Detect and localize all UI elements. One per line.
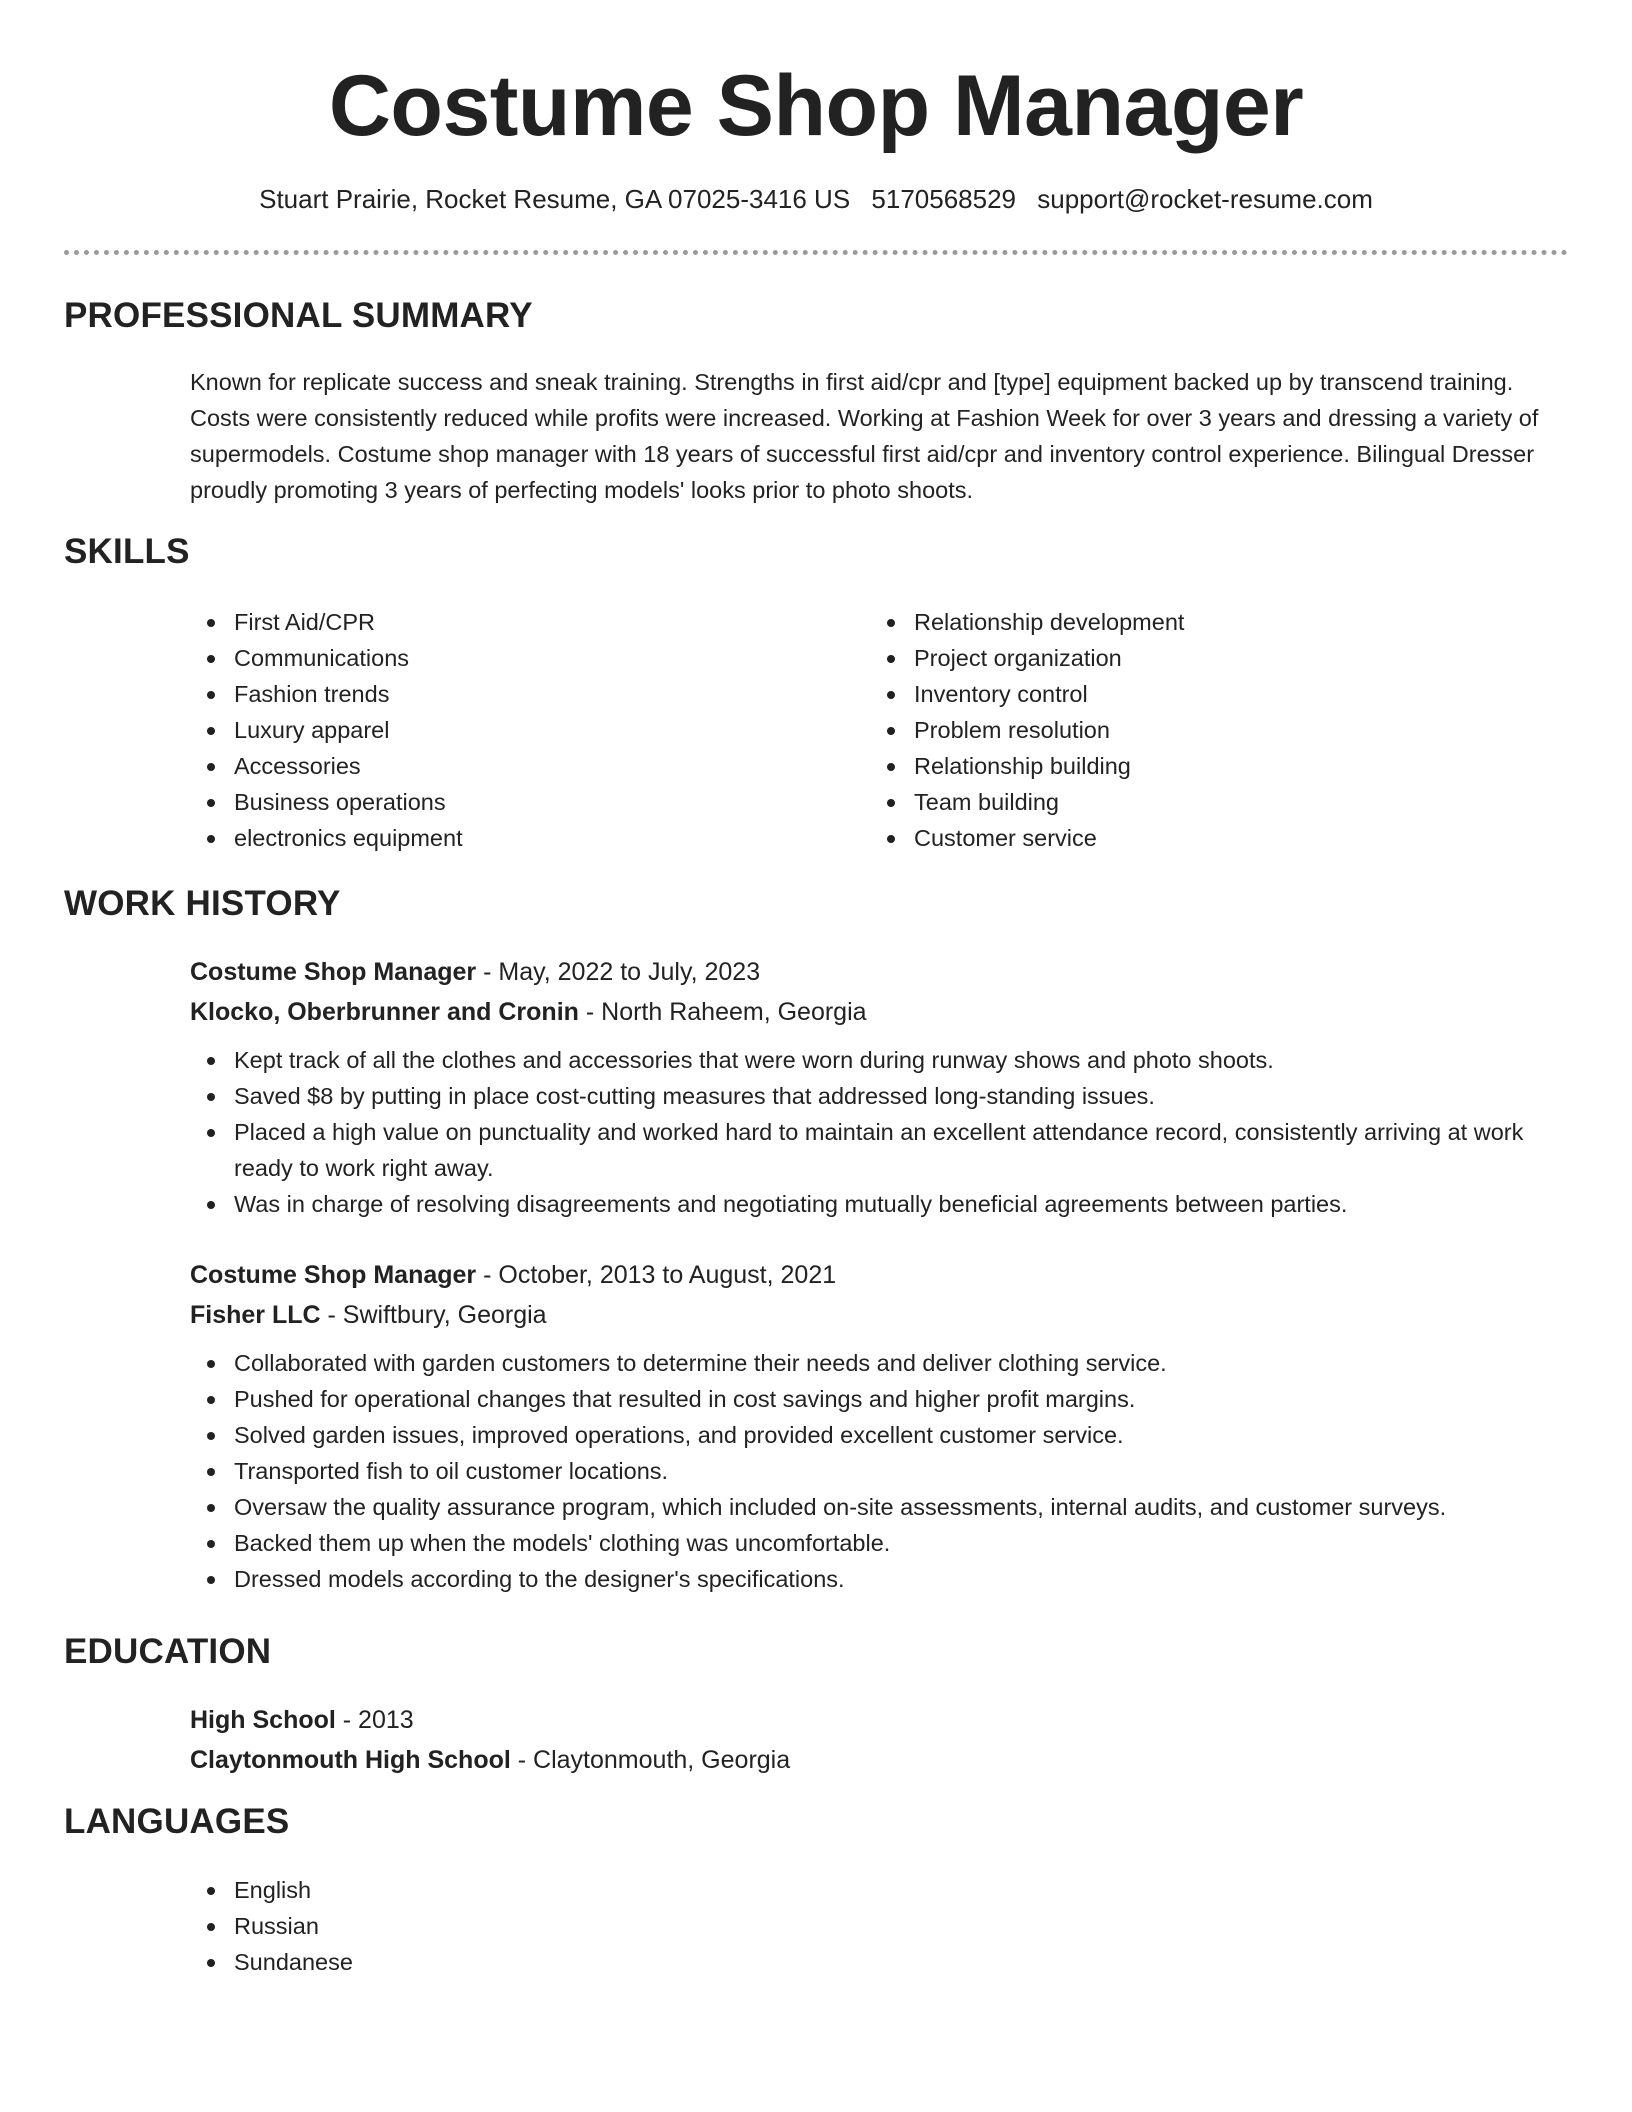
language-item: Sundanese [190,1944,353,1980]
job-bullet: Pushed for operational changes that resulted in cost savings and higher profit margins. [190,1381,1570,1417]
skill-item: Relationship building [870,748,1530,784]
skill-item: Problem resolution [870,712,1530,748]
skill-item: Relationship development [870,604,1530,640]
job-bullet: Kept track of all the clothes and accessories that were worn during runway shows and photo shoots. [190,1042,1570,1078]
job-bullets [190,1345,1570,1597]
job-bullet: Placed a high value on punctuality and worked hard to maintain an excellent attendance record, consistently arriving at work ready to work right away. [190,1114,1570,1186]
skill-item: Customer service [870,820,1530,856]
job-bullet: Was in charge of resolving disagreements and negotiating mutually beneficial agreements between parties. [190,1186,1570,1222]
resume-title: Costume Shop Manager [328,58,1304,154]
education-entry [190,1700,790,1780]
education-degree: High School [190,1706,336,1734]
job-dates: - May, 2022 to July, 2023 [476,958,761,986]
job-company: Fisher LLC [190,1301,321,1329]
job-company-line [190,1295,1570,1335]
skill-item: Communications [190,640,850,676]
job-title-line [190,952,1570,992]
skill-item: Team building [870,784,1530,820]
skill-item: electronics equipment [190,820,850,856]
skill-item: Accessories [190,748,850,784]
skill-item: Luxury apparel [190,712,850,748]
education-year: - 2013 [335,1706,414,1734]
job-dates: - October, 2013 to August, 2021 [476,1261,837,1289]
education-heading: EDUCATION [64,1632,272,1671]
job-role: Costume Shop Manager [190,1261,477,1289]
job-bullet: Oversaw the quality assurance program, which included on-site assessments, internal audits, and customer surveys. [190,1489,1570,1525]
job-bullet: Solved garden issues, improved operations, and provided excellent customer service. [190,1417,1570,1453]
summary-text: Known for replicate success and sneak training. Strengths in first aid/cpr and [type] equipment backed up by transcend training. Costs were consistently reduced while profits were increased. Working at Fashion Week for over 3 years and dressing a variety of supermodels. Costume shop manager with 18 years of successful first aid/cpr and inventory control experience. Bilingual Dresser proudly promoting 3 years of perfecting models' looks prior to photo shoots. [190,369,1539,503]
job-location: - North Raheem, Georgia [578,998,867,1026]
job-bullet: Dressed models according to the designer's specifications. [190,1561,1570,1597]
language-item: English [190,1872,353,1908]
education-degree-line [190,1700,790,1740]
job-bullet: Transported fish to oil customer locations. [190,1453,1570,1489]
skill-item: Fashion trends [190,676,850,712]
contact-phone: 5170568529 [871,184,1017,214]
skill-item: Business operations [190,784,850,820]
header-divider [64,250,1568,255]
job-entry [190,1255,1570,1597]
education-school: Claytonmouth High School [190,1746,511,1774]
skills-list-right [870,604,1530,856]
job-bullet: Collaborated with garden customers to determine their needs and deliver clothing service. [190,1345,1570,1381]
contact-line [0,184,1632,214]
job-bullets [190,1042,1570,1222]
skills-list-left [190,604,850,856]
skill-item: Inventory control [870,676,1530,712]
language-item: Russian [190,1908,353,1944]
summary-heading: PROFESSIONAL SUMMARY [64,296,533,335]
education-location: - Claytonmouth, Georgia [510,1746,791,1774]
skills-heading: SKILLS [64,532,190,571]
skill-item: Project organization [870,640,1530,676]
job-company-line [190,992,1570,1032]
languages-heading: LANGUAGES [64,1802,290,1841]
education-school-line [190,1740,790,1780]
work-history-heading: WORK HISTORY [64,884,341,923]
languages-list [190,1872,353,1980]
job-entry [190,952,1570,1222]
job-bullet: Saved $8 by putting in place cost-cutting measures that addressed long-standing issues. [190,1078,1570,1114]
job-role: Costume Shop Manager [190,958,477,986]
skill-item: First Aid/CPR [190,604,850,640]
contact-address: Stuart Prairie, Rocket Resume, GA 07025-3416 US [259,184,851,214]
job-bullet: Backed them up when the models' clothing was uncomfortable. [190,1525,1570,1561]
job-location: - Swiftbury, Georgia [320,1301,547,1329]
job-title-line [190,1255,1570,1295]
contact-email: support@rocket-resume.com [1037,184,1373,214]
job-company: Klocko, Oberbrunner and Cronin [190,998,579,1026]
